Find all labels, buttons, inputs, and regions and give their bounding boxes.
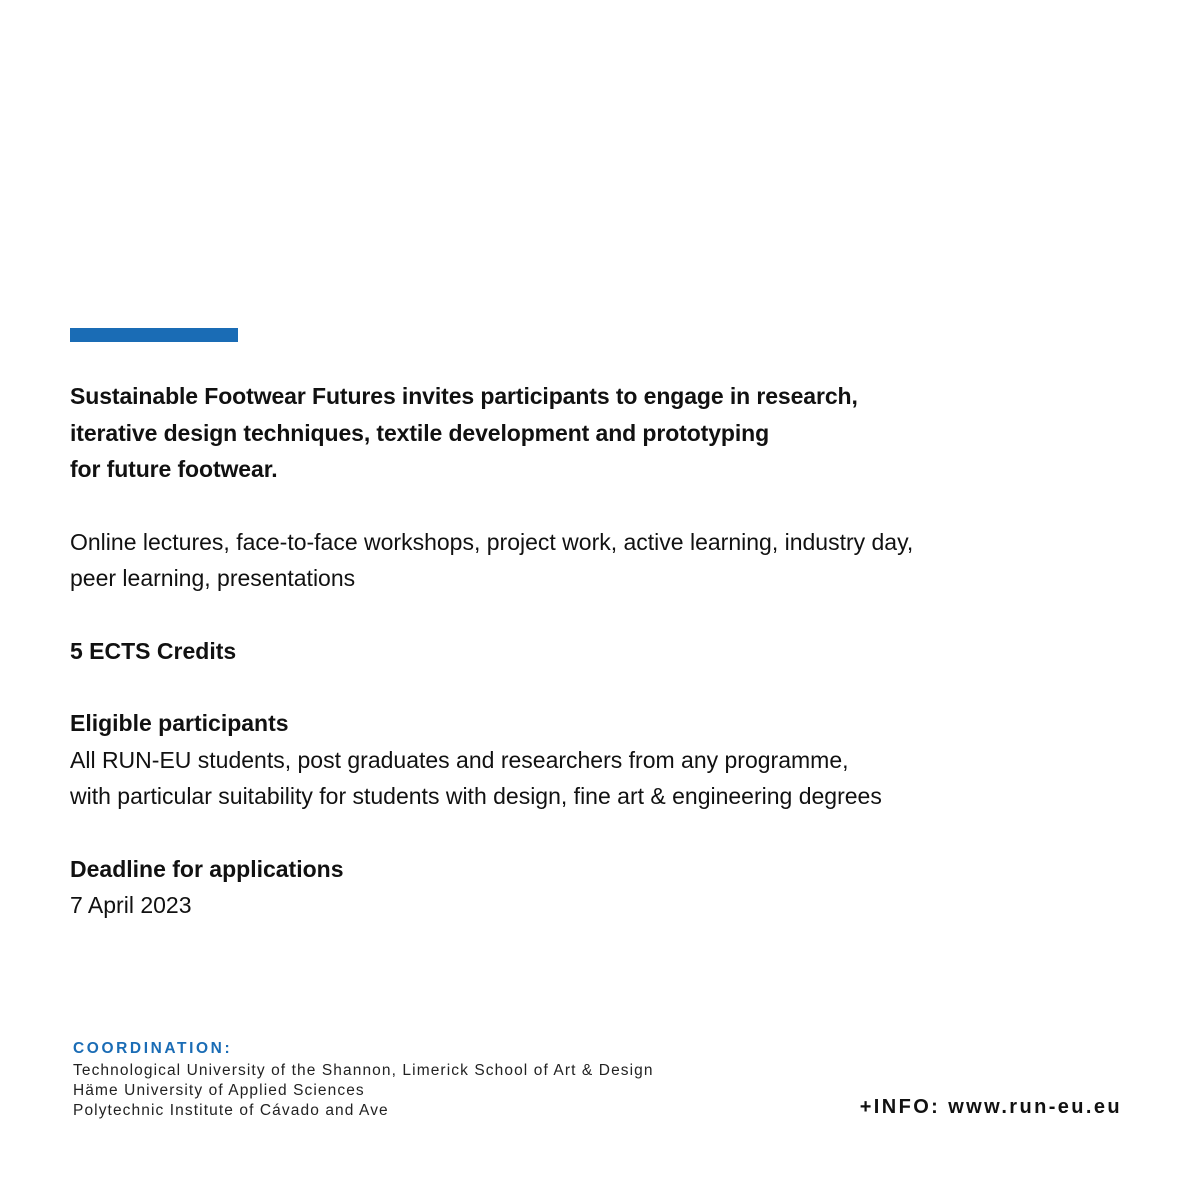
info-link[interactable]: +INFO: www.run-eu.eu	[859, 1096, 1122, 1118]
deadline-section	[70, 851, 1130, 924]
formats-text	[70, 524, 1130, 597]
coordination-institution: Technological University of the Shannon, Limerick School of Art & Design	[73, 1062, 654, 1079]
eligibility-heading: Eligible participants	[70, 710, 289, 736]
accent-bar	[70, 328, 238, 342]
main-content	[70, 378, 1130, 924]
coordination-institution: Häme University of Applied Sciences	[73, 1082, 365, 1099]
formats-line: peer learning, presentations	[70, 565, 356, 591]
credits-text: 5 ECTS Credits	[70, 637, 237, 664]
eligibility-line: with particular suitability for students with design, fine art & engineering degrees	[70, 783, 882, 809]
coordination-institution: Polytechnic Institute of Cávado and Ave	[73, 1102, 389, 1119]
intro-line: for future footwear.	[70, 456, 278, 482]
formats-line: Online lectures, face-to-face workshops, project work, active learning, industry day,	[70, 528, 914, 555]
intro-text	[70, 378, 1130, 488]
intro-line: Sustainable Footwear Futures invites participants to engage in research,	[70, 383, 858, 409]
intro-line: iterative design techniques, textile development and prototyping	[70, 419, 770, 446]
coordination-title: COORDINATION:	[73, 1040, 233, 1057]
deadline-date: 7 April 2023	[70, 892, 192, 918]
eligibility-line: All RUN-EU students, post graduates and researchers from any programme,	[70, 746, 849, 773]
eligibility-section	[70, 705, 1130, 815]
deadline-heading: Deadline for applications	[70, 855, 344, 882]
coordination-section	[73, 1039, 793, 1121]
